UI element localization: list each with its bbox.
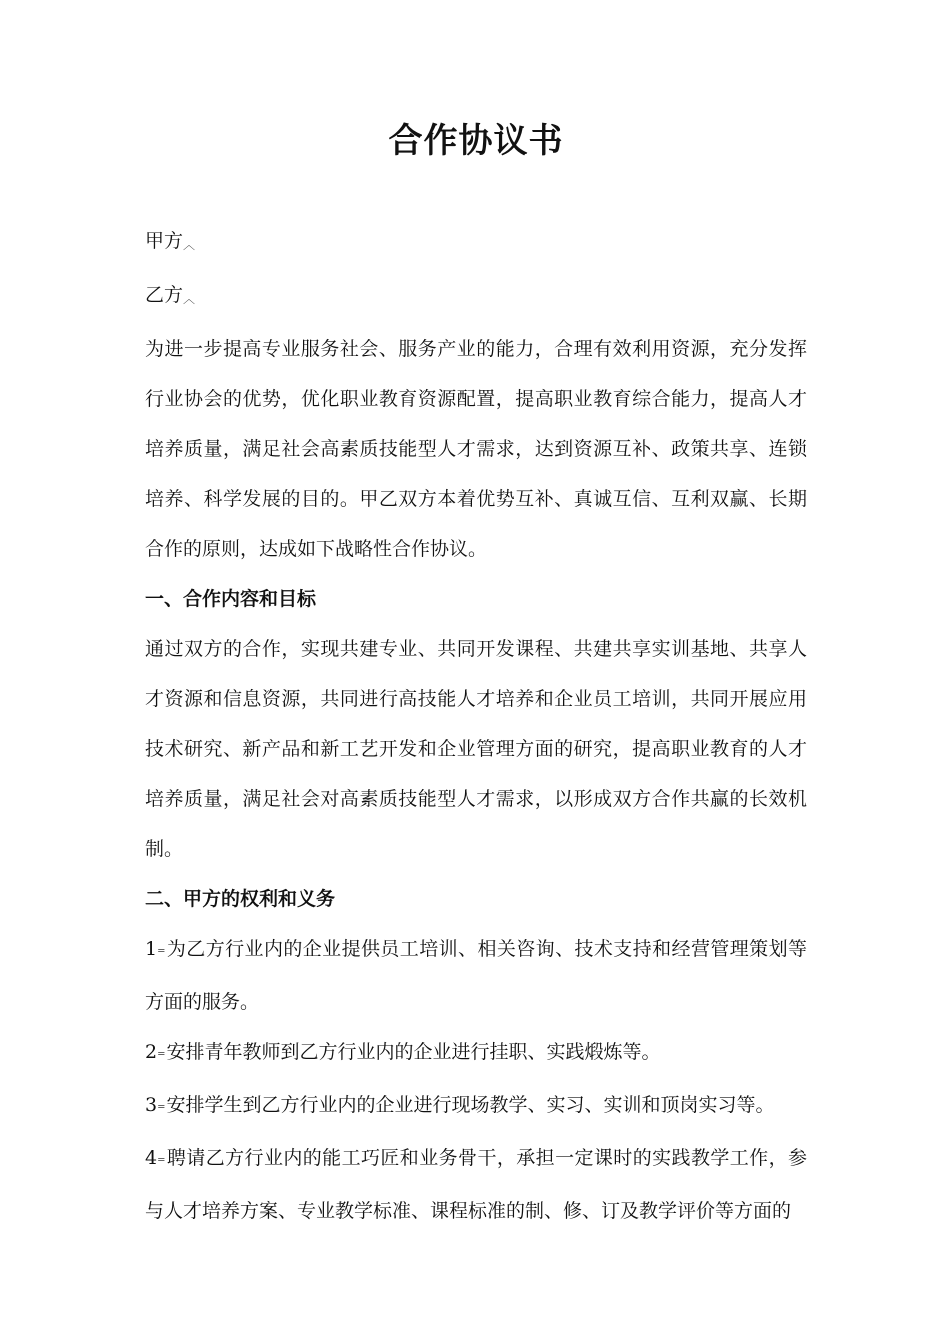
list-item-text: 安排青年教师到乙方行业内的企业进行挂职、实践煅炼等。 bbox=[166, 1041, 661, 1063]
list-item-number: 2 bbox=[145, 1041, 158, 1063]
party-b-blank-mark: ︿ bbox=[183, 292, 196, 306]
tab-mark: = bbox=[157, 1102, 166, 1113]
list-item-text: 安排学生到乙方行业内的企业进行现场教学、实习、实训和顶岗实习等。 bbox=[166, 1094, 775, 1116]
list-item-number: 3 bbox=[145, 1094, 158, 1116]
party-a-label: 甲方 bbox=[145, 230, 184, 252]
list-item-text: 聘请乙方行业内的能工巧匠和业务骨干，承担一定课时的实践教学工作，参与人才培养方案、专业教学标准、课程标准的制、修、订及教学评价等方面的 bbox=[145, 1147, 807, 1222]
tab-mark: = bbox=[157, 1049, 166, 1060]
party-a-line bbox=[145, 216, 807, 270]
list-item-text: 为乙方行业内的企业提供员工培训、相关咨询、技术支持和经营管理策划等方面的服务。 bbox=[145, 938, 807, 1013]
list-item bbox=[145, 1080, 807, 1133]
list-item bbox=[145, 924, 807, 1027]
list-item bbox=[145, 1027, 807, 1080]
tab-mark: = bbox=[157, 946, 166, 957]
document-body bbox=[145, 216, 807, 1236]
party-b-line bbox=[145, 270, 807, 324]
party-b-label: 乙方 bbox=[145, 284, 184, 306]
section-1-heading: 一、合作内容和目标 bbox=[145, 588, 317, 610]
list-item-number: 4 bbox=[145, 1147, 158, 1169]
party-a-blank-mark: ︿ bbox=[183, 238, 196, 252]
intro-paragraph: 为进一步提高专业服务社会、服务产业的能力，合理有效利用资源，充分发挥行业协会的优势，优化职业教育资源配置，提高职业教育综合能力，提高人才培养质量，满足社会高素质技能型人才需求，达到资源互补、政策共享、连锁培养、科学发展的目的。甲乙双方本着优势互补、真诚互信、互利双赢、长期合作的原则，达成如下战略性合作协议。 bbox=[145, 338, 807, 560]
section-1-body: 通过双方的合作，实现共建专业、共同开发课程、共建共享实训基地、共享人才资源和信息资源，共同进行高技能人才培养和企业员工培训，共同开展应用技术研究、新产品和新工艺开发和企业管理方面的研究，提高职业教育的人才培养质量，满足社会对高素质技能型人才需求，以形成双方合作共赢的长效机制。 bbox=[145, 638, 807, 860]
section-2-heading: 二、甲方的权利和义务 bbox=[145, 888, 336, 910]
list-item-number: 1 bbox=[145, 938, 158, 960]
list-item bbox=[145, 1133, 807, 1236]
tab-mark: = bbox=[157, 1155, 166, 1166]
document-title: 合作协议书 bbox=[388, 121, 564, 161]
